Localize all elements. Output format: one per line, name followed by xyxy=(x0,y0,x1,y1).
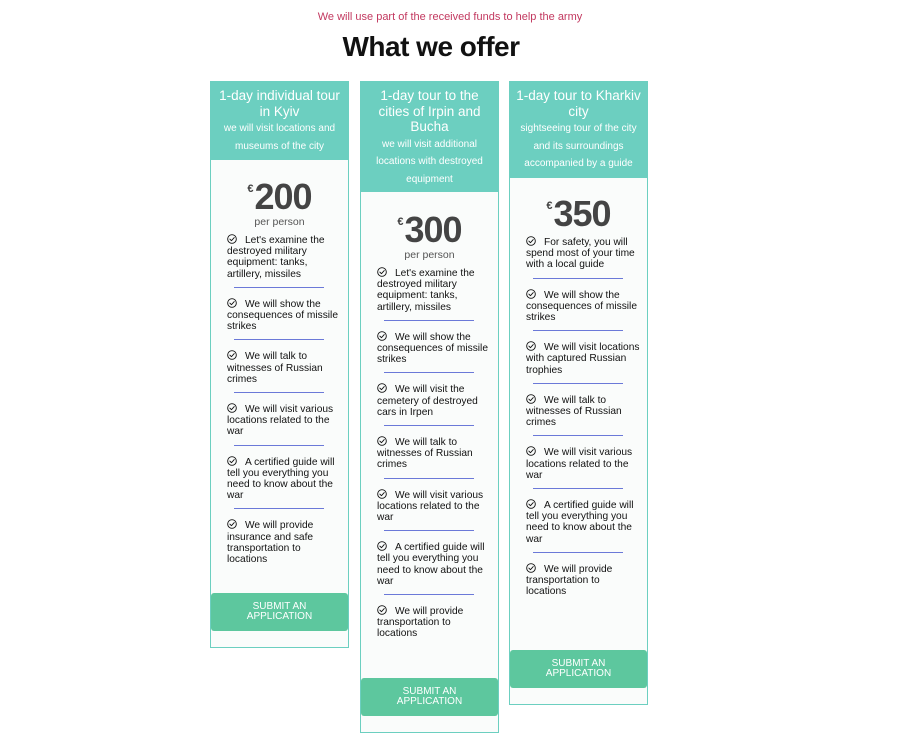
price-value: 300 xyxy=(404,209,462,250)
check-circle-icon xyxy=(377,331,387,341)
check-circle-icon xyxy=(377,489,387,499)
feature-item xyxy=(526,394,640,429)
price-block xyxy=(211,160,348,228)
feature-divider xyxy=(533,552,623,553)
check-circle-icon xyxy=(377,383,387,393)
check-circle-icon xyxy=(526,563,536,573)
feature-divider xyxy=(533,330,623,331)
feature-list xyxy=(211,228,348,565)
feature-text: We will visit various locations related to the war xyxy=(377,489,484,524)
feature-item xyxy=(227,456,341,502)
currency-symbol: € xyxy=(247,183,254,195)
tour-card-irpin-bucha xyxy=(360,81,499,733)
feature-divider xyxy=(384,530,474,531)
card-header xyxy=(510,82,647,178)
tour-card-kyiv xyxy=(210,81,349,648)
check-circle-icon xyxy=(377,605,387,615)
card-subtitle: sightseeing tour of the city and its surroundings accompanied by a guide xyxy=(520,123,637,169)
currency-symbol: € xyxy=(546,200,553,212)
feature-divider xyxy=(234,287,324,288)
feature-text: We will show the consequences of missile strikes xyxy=(227,298,338,333)
price-value: 350 xyxy=(553,193,611,234)
feature-divider xyxy=(234,508,324,509)
feature-item xyxy=(526,563,640,598)
feature-text: We will talk to witnesses of Russian crimes xyxy=(526,394,622,429)
check-circle-icon xyxy=(526,341,536,351)
feature-text: We will provide transportation to locations xyxy=(526,563,613,598)
check-circle-icon xyxy=(377,267,387,277)
card-title: 1-day tour to the cities of Irpin and Bucha xyxy=(378,88,481,134)
feature-item xyxy=(526,499,640,545)
card-title: 1-day tour to Kharkiv city xyxy=(516,88,641,119)
feature-item xyxy=(227,519,341,565)
feature-divider xyxy=(234,445,324,446)
feature-item xyxy=(377,605,491,640)
check-circle-icon xyxy=(227,403,237,413)
feature-item xyxy=(526,341,640,376)
price-block xyxy=(361,192,498,261)
feature-text: We will show the consequences of missile strikes xyxy=(526,289,637,324)
price-unit: per person xyxy=(404,249,455,261)
check-circle-icon xyxy=(526,236,536,246)
feature-text: A certified guide will tell you everything you need to know about the war xyxy=(227,456,335,502)
feature-item xyxy=(377,383,491,418)
feature-text: A certified guide will tell you everything you need to know about the war xyxy=(377,542,485,587)
feature-divider xyxy=(384,320,474,321)
feature-text: We will visit locations with captured Russian trophies xyxy=(526,342,640,376)
feature-text: For safety, you will spend most of your time with a local guide xyxy=(526,237,635,271)
card-title: 1-day individual tour in Kyiv xyxy=(219,88,340,119)
feature-text: We will provide insurance and safe transportation to locations xyxy=(227,520,314,566)
feature-item xyxy=(227,350,341,385)
feature-text: We will talk to witnesses of Russian crimes xyxy=(377,437,473,471)
check-circle-icon xyxy=(526,499,536,509)
feature-item xyxy=(227,298,341,333)
check-circle-icon xyxy=(227,234,237,244)
feature-text: We will visit the cemetery of destroyed cars in Irpen xyxy=(377,384,478,418)
feature-divider xyxy=(533,435,623,436)
check-circle-icon xyxy=(526,289,536,299)
check-circle-icon xyxy=(227,456,237,466)
feature-item xyxy=(377,267,491,313)
feature-text: We will visit various locations related to the war xyxy=(526,447,633,481)
card-header xyxy=(361,82,498,192)
price-block xyxy=(510,178,647,232)
feature-text: We will provide transportation to locations xyxy=(377,606,464,640)
check-circle-icon xyxy=(227,350,237,360)
feature-text: Let's examine the destroyed military equipment: tanks, artillery, missiles xyxy=(377,268,475,313)
feature-item xyxy=(526,289,640,324)
feature-item xyxy=(377,436,491,471)
submit-application-button[interactable]: SUBMIT AN APPLICATION xyxy=(361,678,498,716)
card-subtitle: we will visit additional locations with destroyed equipment xyxy=(376,138,483,185)
feature-item xyxy=(526,236,640,271)
check-circle-icon xyxy=(227,298,237,308)
check-circle-icon xyxy=(526,446,536,456)
feature-item xyxy=(377,489,491,524)
check-circle-icon xyxy=(377,436,387,446)
feature-item xyxy=(227,234,341,280)
feature-divider xyxy=(384,478,474,479)
check-circle-icon xyxy=(526,394,536,404)
feature-divider xyxy=(234,339,324,340)
check-circle-icon xyxy=(377,541,387,551)
card-subtitle: we will visit locations and museums of the city xyxy=(223,123,336,152)
card-header xyxy=(211,82,348,160)
feature-item xyxy=(377,541,491,587)
currency-symbol: € xyxy=(397,216,404,228)
submit-application-button[interactable]: SUBMIT AN APPLICATION xyxy=(510,650,647,688)
check-circle-icon xyxy=(227,519,237,529)
feature-divider xyxy=(384,372,474,373)
submit-application-button[interactable]: SUBMIT AN APPLICATION xyxy=(211,593,348,631)
feature-text: We will visit various locations related to the war xyxy=(227,404,334,438)
feature-divider xyxy=(384,594,474,595)
price-unit: per person xyxy=(254,216,305,228)
price-value: 200 xyxy=(254,176,312,217)
feature-text: Let's examine the destroyed military equipment: tanks, artillery, missiles xyxy=(227,235,325,280)
feature-text: We will show the consequences of missile strikes xyxy=(377,331,488,366)
feature-list xyxy=(510,232,647,597)
feature-list xyxy=(361,261,498,640)
feature-item xyxy=(377,331,491,366)
page-title: What we offer xyxy=(342,31,520,62)
feature-text: A certified guide will tell you everything you need to know about the war xyxy=(526,500,634,545)
feature-item xyxy=(227,403,341,438)
feature-divider xyxy=(533,488,623,489)
feature-divider xyxy=(533,278,623,279)
feature-text: We will talk to witnesses of Russian crimes xyxy=(227,351,323,385)
feature-item xyxy=(526,446,640,481)
feature-divider xyxy=(234,392,324,393)
feature-divider xyxy=(384,425,474,426)
banner-text: We will use part of the received funds to help the army xyxy=(317,11,583,23)
feature-divider xyxy=(533,383,623,384)
tour-card-kharkiv xyxy=(509,81,648,705)
